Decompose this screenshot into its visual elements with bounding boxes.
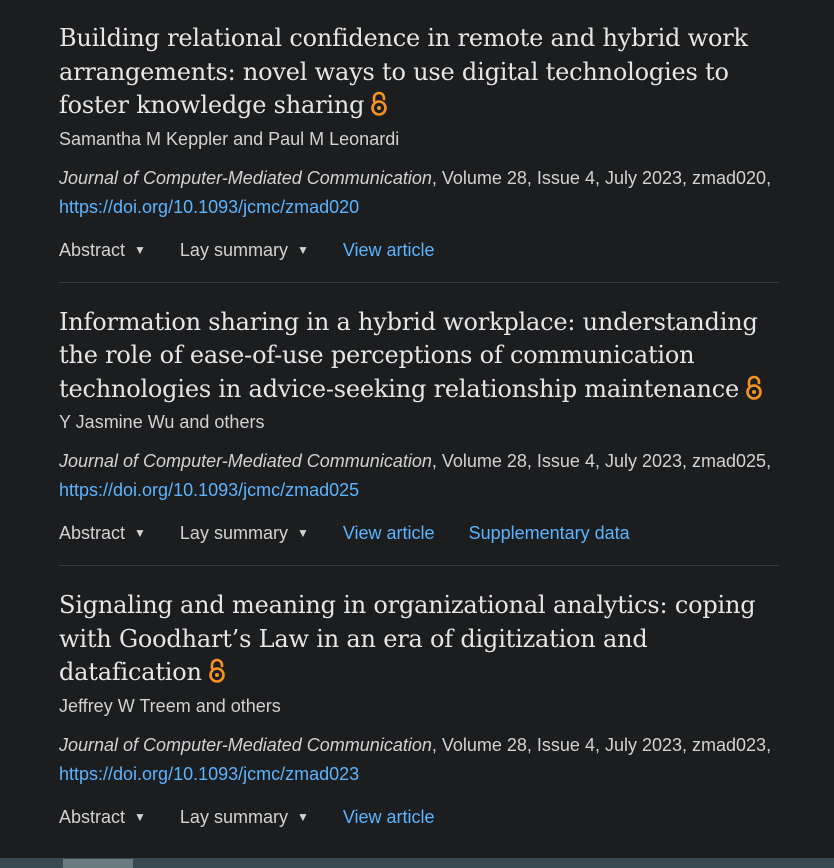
supplementary-data-link[interactable]: Supplementary data [468,523,630,543]
doi-link[interactable]: https://doi.org/10.1093/jcmc/zmad020 [59,196,360,217]
article-citation [59,731,779,789]
abstract-label[interactable]: Abstract [59,523,126,543]
article-citation [59,164,779,222]
triangle-down-icon[interactable]: ▼ [134,526,146,540]
article-authors: Jeffrey W Treem and others [59,695,281,716]
article-item [59,589,779,849]
article-authors: Y Jasmine Wu and others [59,412,265,432]
journal-name: Journal of Computer-Mediated Communication [59,734,432,755]
view-article-link[interactable]: View article [342,239,435,260]
article-item [59,306,779,567]
open-access-icon [370,91,388,117]
article-title-text[interactable]: Signaling and meaning in organizational analytics: coping with Goodhart’s Law in an era of digitization and datafication [59,591,756,686]
triangle-down-icon[interactable]: ▼ [134,242,146,257]
article-actions [59,519,779,547]
doi-link[interactable]: https://doi.org/10.1093/jcmc/zmad023 [59,763,360,784]
abstract-label[interactable]: Abstract [59,239,126,260]
journal-name: Journal of Computer-Mediated Communication [59,167,432,188]
lay-summary-label[interactable]: Lay summary [179,806,288,827]
doi-link[interactable]: https://doi.org/10.1093/jcmc/zmad025 [59,480,360,500]
search-results-list [59,22,779,868]
article-title[interactable] [59,589,779,690]
citation-details: , Volume 28, Issue 4, July 2023, zmad020, [431,167,772,188]
horizontal-scrollbar[interactable] [0,858,834,868]
article-title[interactable] [59,306,779,407]
open-access-icon [208,658,226,684]
triangle-down-icon[interactable]: ▼ [134,809,146,824]
article-title-text[interactable]: Information sharing in a hybrid workplace: understanding the role of ease-of-use perceptions of communication technologies in advice-seeking relationship maintenance [59,307,758,403]
triangle-down-icon[interactable]: ▼ [296,242,309,257]
journal-name: Journal of Computer-Mediated Communication [59,451,432,471]
citation-details: , Volume 28, Issue 4, July 2023, zmad023, [431,734,772,755]
article-title-text[interactable]: Building relational confidence in remote and hybrid work arrangements: novel ways to use digital technologies to foster knowledge sharing [59,24,748,119]
lay-summary-label[interactable]: Lay summary [179,523,288,543]
lay-summary-label[interactable]: Lay summary [179,239,288,260]
article-actions [59,803,779,831]
lay-summary-toggle[interactable] [180,803,309,831]
abstract-toggle[interactable] [59,236,146,264]
open-access-icon [745,375,763,401]
triangle-down-icon[interactable]: ▼ [296,809,309,824]
lay-summary-toggle[interactable] [180,519,309,547]
article-citation [59,447,779,505]
lay-summary-toggle[interactable] [180,236,309,264]
scrollbar-thumb[interactable] [63,859,133,868]
view-article-link[interactable]: View article [342,806,435,827]
triangle-down-icon[interactable]: ▼ [296,526,309,540]
article-authors: Samantha M Keppler and Paul M Leonardi [59,128,400,149]
abstract-toggle[interactable] [59,803,146,831]
article-title[interactable] [59,22,779,123]
view-article-link[interactable]: View article [342,523,435,543]
abstract-label[interactable]: Abstract [59,806,126,827]
abstract-toggle[interactable] [59,519,146,547]
article-actions [59,236,779,264]
citation-details: , Volume 28, Issue 4, July 2023, zmad025, [431,451,772,471]
article-item [59,22,779,283]
